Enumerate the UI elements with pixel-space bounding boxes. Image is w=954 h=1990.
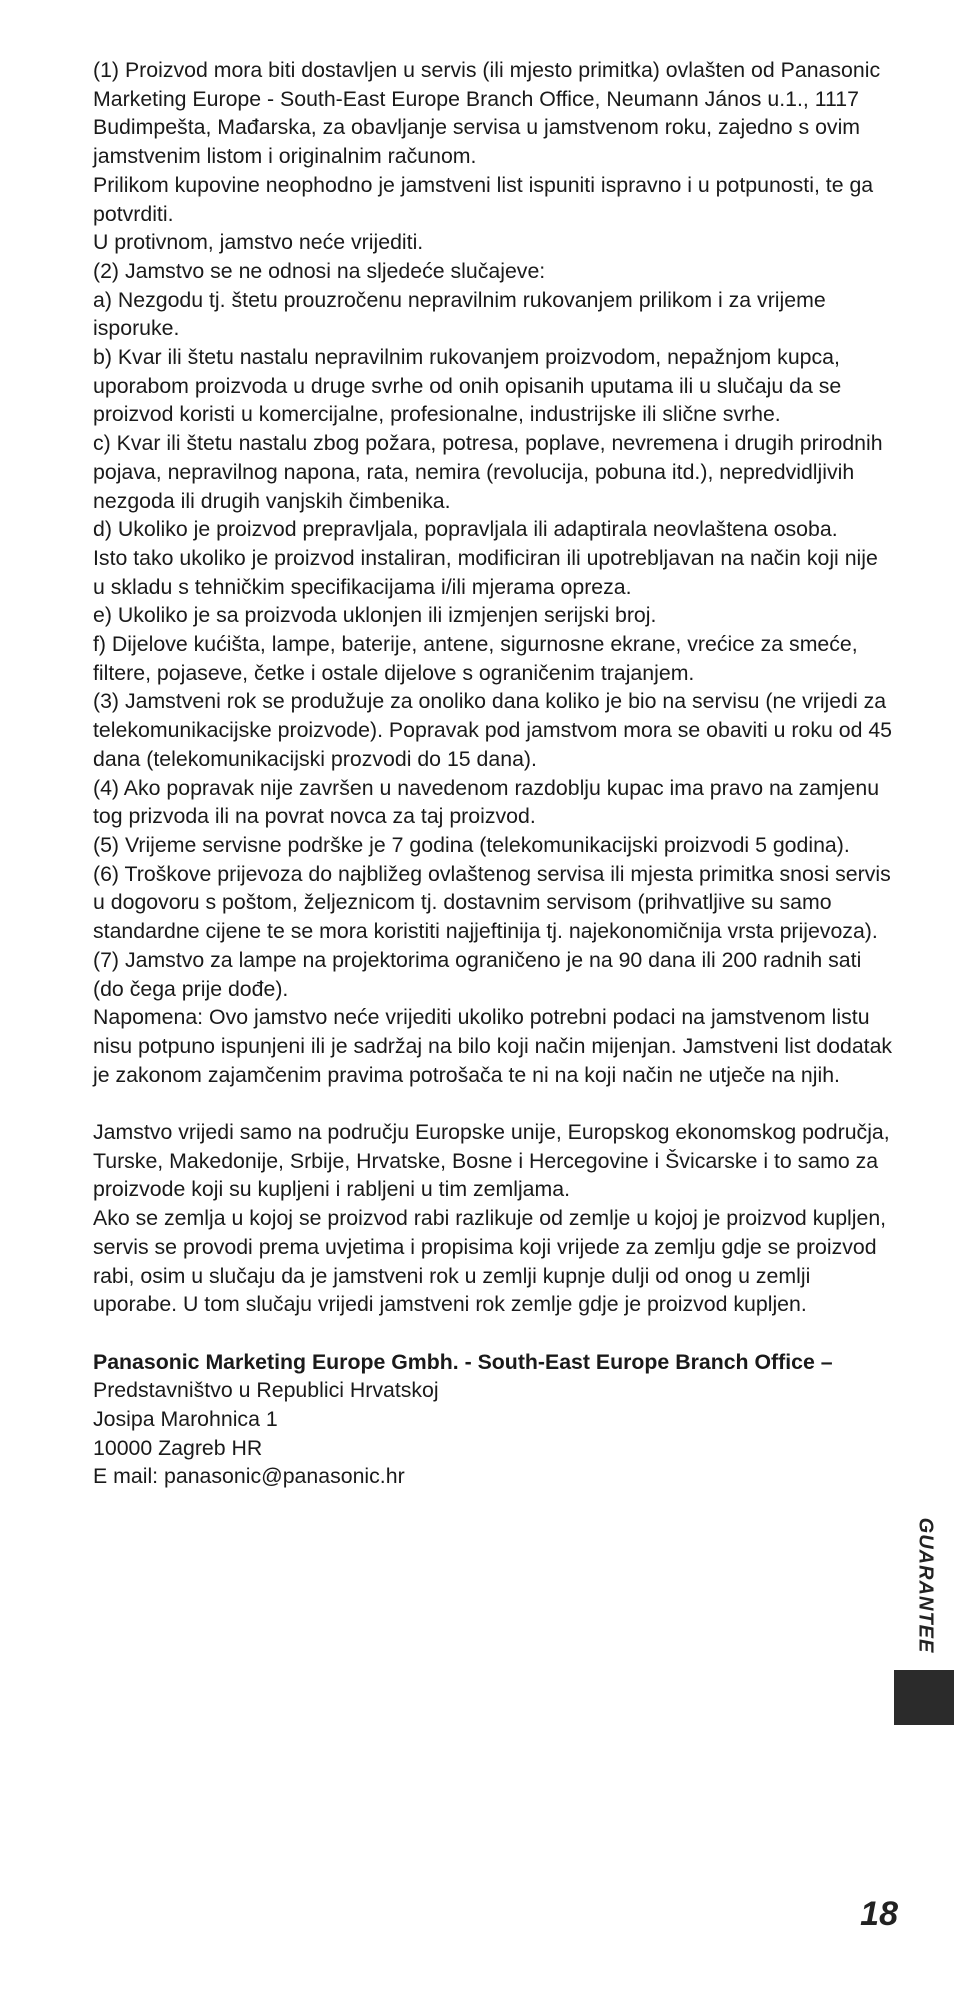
paragraph: (2) Jamstvo se ne odnosi na sljedeće slučajeve: [93, 258, 546, 283]
address-line: Josipa Marohnica 1 [93, 1407, 278, 1432]
page-number: 18 [860, 1895, 898, 1933]
paragraph: Prilikom kupovine neophodno je jamstveni list ispuniti ispravno i u potpunosti, te ga potvrditi. [93, 172, 874, 226]
paragraph: (1) Proizvod mora biti dostavljen u servis (ili mjesto primitka) ovlašten od Panasonic Marketing Europe - South-East Europe Branch Office, Neumann János u.1., 1117 Budimpešta, Mađarska, za obavljanje servisa u jamstvenom roku, zajedno s ovim jamstvenim listom i originalnim računom. [93, 58, 881, 169]
section-tab-label [910, 1510, 940, 1660]
document-body [93, 56, 893, 1491]
paragraph: e) Ukoliko je sa proizvoda uklonjen ili izmjenjen serijski broj. [93, 603, 657, 628]
paragraph: a) Nezgodu tj. štetu prouzročenu nepravilnim rukovanjem prilikom i za vrijeme isporuke. [93, 287, 826, 341]
address-line: 10000 Zagreb HR [93, 1435, 263, 1460]
territory-terms [93, 1118, 893, 1319]
warranty-terms [93, 56, 893, 1089]
paragraph: (6) Troškove prijevoza do najbližeg ovlaštenog servisa ili mjesta primitka snosi servis u dogovoru s poštom, željeznicom tj. dostavnim servisom (prihvatljive su samo standardne cijene te se mora koristiti najjeftinija tj. najekonomičnija vrsta prijevoza). [93, 861, 891, 944]
paragraph: U protivnom, jamstvo neće vrijediti. [93, 230, 424, 255]
paragraph: b) Kvar ili štetu nastalu nepravilnim rukovanjem proizvodom, nepažnjom kupca, uporabom proizvoda u druge svrhe od onih opisanih uputama ili u slučaju da se proizvod koristi u komercijalne, profesionalne, industrijske ili slične svrhe. [93, 345, 842, 427]
address-block [93, 1348, 893, 1492]
section-tab-marker [894, 1670, 954, 1725]
paragraph: (7) Jamstvo za lampe na projektorima ograničeno je na 90 dana ili 200 radnih sati (do čega prije dođe). [93, 947, 862, 1001]
guarantee-label: GUARANTEE [914, 1517, 937, 1653]
address-line: Predstavništvo u Republici Hrvatskoj [93, 1378, 439, 1403]
paragraph: d) Ukoliko je proizvod prepravljala, popravljala ili adaptirala neovlaštena osoba. [93, 517, 838, 542]
paragraph: Napomena: Ovo jamstvo neće vrijediti ukoliko potrebni podaci na jamstvenom listu nisu potpuno ispunjeni ili je sadržaj na bilo koji način mijenjan. Jamstveni list dodatak je zakonom zajamčenim pravima potrošača te ni na koji način ne utječe na njih. [93, 1005, 893, 1087]
paragraph: Jamstvo vrijedi samo na području Europske unije, Europskog ekonomskog područja, Turske, Makedonije, Srbije, Hrvatske, Bosne i Hercegovine i Švicarske i to samo za proizvode koji su kupljeni i rabljeni u tim zemljama. [93, 1120, 890, 1202]
company-name: Panasonic Marketing Europe Gmbh. - South-East Europe Branch Office – [93, 1349, 833, 1374]
paragraph: (3) Jamstveni rok se produžuje za onoliko dana koliko je bio na servisu (ne vrijedi za telekomunikacijske proizvode). Popravak pod jamstvom mora se obaviti u roku od 45 dana (telekomunikacijski prozvodi do 15 dana). [93, 689, 893, 771]
paragraph: (5) Vrijeme servisne podrške je 7 godina (telekomunikacijski proizvodi 5 godina). [93, 832, 850, 857]
paragraph: c) Kvar ili štetu nastalu zbog požara, potresa, poplave, nevremena i drugih prirodnih pojava, nepravilnog napona, rata, nemira (revolucija, pobuna itd.), nepredvidljivih nezgoda ili drugih vanjskih čimbenika. [93, 431, 883, 513]
spacer [93, 1319, 893, 1348]
spacer [93, 1089, 893, 1118]
email-line: E mail: panasonic@panasonic.hr [93, 1464, 405, 1489]
paragraph: Ako se zemlja u kojoj se proizvod rabi razlikuje od zemlje u kojoj je proizvod kupljen, servis se provodi prema uvjetima i propisima koji vrijede za zemlju gdje se proizvod rabi, osim u slučaju da je jamstveni rok u zemlji kupnje dulji od onog u zemlji uporabe. U tom slučaju vrijedi jamstveni rok zemlje gdje je proizvod kupljen. [93, 1206, 887, 1317]
paragraph: f) Dijelove kućišta, lampe, baterije, antene, sigurnosne ekrane, vrećice za smeće, filtere, pojaseve, četke i ostale dijelove s ograničenim trajanjem. [93, 632, 858, 685]
paragraph: Isto tako ukoliko je proizvod instaliran, modificiran ili upotrebljavan na način koji nije u skladu s tehničkim specifikacijama i/ili mjerama opreza. [93, 545, 878, 599]
paragraph: (4) Ako popravak nije završen u navedenom razdoblju kupac ima pravo na zamjenu tog prizvoda ili na povrat novca za taj proizvod. [93, 775, 880, 829]
